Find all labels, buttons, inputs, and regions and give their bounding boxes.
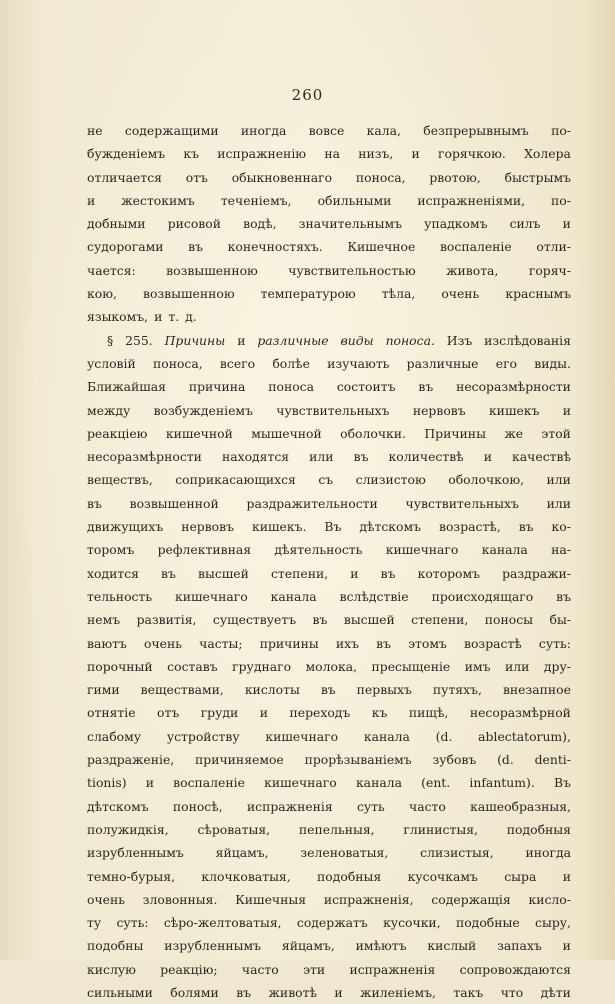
word: въ (418, 379, 434, 395)
page-number: 260 (291, 86, 324, 104)
word: что (500, 984, 524, 1000)
word: въ (87, 495, 102, 511)
word: сопровождаются (459, 961, 571, 977)
word: пепельныя, (298, 821, 375, 837)
word: бы- (549, 612, 571, 628)
word: эти (303, 961, 326, 977)
word: между (87, 402, 131, 418)
word: Въ (553, 775, 571, 791)
word: животѣ (268, 984, 317, 1000)
word: къ (183, 146, 200, 162)
word: изслѣдованія (484, 332, 571, 348)
word: горяч- (528, 262, 571, 278)
body-text (87, 119, 571, 1004)
word: запахъ (497, 938, 542, 954)
text-line (87, 399, 571, 422)
word: краснымъ (505, 286, 571, 302)
word: сѣроватыя, (197, 821, 271, 837)
word: испражненія (246, 798, 333, 814)
word: канала (363, 728, 410, 744)
word: рвотою, (429, 169, 481, 185)
word: подобныя (506, 821, 571, 837)
text-line (87, 235, 571, 258)
word: кишекъ. (252, 519, 307, 535)
word: infantum). (469, 775, 535, 791)
word: сыру, (535, 915, 571, 931)
word: находятся (221, 449, 290, 465)
text-line (87, 212, 571, 235)
word: сыра (504, 868, 537, 884)
word: Причины (164, 332, 226, 348)
word: качествѣ (512, 449, 571, 465)
word: въ (353, 449, 369, 465)
word: поноса, (355, 169, 406, 185)
word: степени, (270, 565, 329, 581)
word: отнятіе (87, 705, 136, 721)
word: соприкасающихся (175, 472, 296, 488)
text-line (87, 329, 571, 352)
word: и (411, 146, 420, 162)
text-line (87, 748, 571, 771)
word: сѣро-желтоватыя, (163, 915, 282, 931)
word: состоитъ (336, 379, 396, 395)
word: обыкновеннаго (231, 169, 333, 185)
word: въ (376, 635, 391, 651)
word: сильными (87, 984, 153, 1000)
word: гими (87, 682, 120, 698)
word: по- (551, 123, 571, 138)
word: Причины (424, 425, 486, 441)
word: и (259, 705, 269, 721)
word: температурою (260, 286, 356, 302)
word: иногда (525, 845, 571, 861)
word: кусочки, (383, 915, 441, 931)
text-line (87, 981, 571, 1004)
word: поноса. (385, 332, 435, 348)
word: дру- (543, 658, 571, 674)
word: возвышенной (129, 495, 219, 511)
word: Ближайшая (87, 379, 167, 395)
word: въ (312, 612, 328, 628)
word: очень (87, 891, 125, 907)
word: подобны (87, 938, 144, 954)
word: нервовъ (181, 519, 235, 535)
word: ихъ (335, 635, 359, 651)
word: чувствительностью (288, 262, 416, 278)
word: зеленоватыя, (300, 845, 389, 861)
word: темно-бурыя, (87, 868, 176, 884)
word: и (145, 775, 154, 791)
word: пресыщеніе (371, 658, 451, 674)
word: груднаго (232, 658, 292, 674)
word: виды (340, 332, 374, 348)
text-line (87, 282, 571, 305)
word: дѣятельность (274, 542, 363, 558)
word: § (107, 332, 114, 348)
text-line (87, 632, 571, 655)
word: слизистыя, (420, 845, 494, 861)
word: т. (168, 309, 180, 325)
word: ходится (87, 565, 139, 581)
word: и (562, 938, 571, 954)
word: раздражительности (246, 495, 378, 511)
word: содержащія (431, 891, 511, 907)
word: движущихъ (87, 519, 164, 535)
word: по- (551, 192, 571, 208)
word: молока, (305, 658, 358, 674)
word: отличается (87, 169, 162, 185)
word: испражненія, (323, 891, 414, 907)
word: Кишечныя (235, 891, 307, 907)
word: и (483, 449, 492, 465)
text-line (87, 701, 571, 724)
word: въ (380, 565, 396, 581)
word: Въ (324, 519, 342, 535)
word: имѣютъ (355, 938, 407, 954)
word: tionis) (87, 775, 127, 791)
word: слабому (87, 728, 142, 744)
word: и (562, 402, 571, 418)
word: веществами, (140, 682, 224, 698)
word: низъ, (358, 146, 394, 162)
word: изрубленнымъ (87, 845, 184, 861)
word: первыхъ (356, 682, 412, 698)
text-line (87, 608, 571, 631)
word: содержатъ (296, 915, 368, 931)
word: испражненіями, (417, 192, 526, 208)
word: жиленіемъ, (360, 984, 436, 1000)
word: различные (406, 355, 479, 371)
word: рефлективная (157, 542, 252, 558)
text-line (87, 515, 571, 538)
word: ко- (551, 519, 571, 535)
word: высшей (198, 565, 249, 581)
word: (d. (435, 728, 453, 744)
text-line (87, 305, 571, 328)
word: и (334, 984, 343, 1000)
text-line (87, 911, 571, 934)
word: его (495, 355, 518, 371)
text-line (87, 655, 571, 678)
word: развитія, (136, 612, 197, 628)
word: безпрерывнымъ (423, 123, 529, 138)
word: кишечнаго (265, 728, 339, 744)
word: въ (188, 239, 203, 255)
word: кишечной (165, 425, 233, 441)
word: на (324, 146, 340, 162)
word: кашеобразныя, (470, 798, 571, 814)
word: жестокимъ (121, 192, 195, 208)
word: кишечнаго (175, 588, 248, 604)
word: клочковатыя, (201, 868, 291, 884)
word: имъ (464, 658, 491, 674)
text-line (87, 958, 571, 981)
text-line (87, 492, 571, 515)
word: реакцію; (160, 961, 218, 977)
word: съ (318, 472, 334, 488)
word: груди (200, 705, 239, 721)
word: зубовъ (432, 752, 477, 768)
word: и (350, 565, 359, 581)
word: такъ (453, 984, 484, 1000)
word: яйцамъ, (215, 845, 269, 861)
word: на- (551, 542, 571, 558)
word: содержащими (124, 123, 219, 138)
word: силъ (509, 216, 541, 232)
word: чувствительныхъ (405, 495, 519, 511)
word: веществъ, (87, 472, 153, 488)
word: количествѣ (388, 449, 464, 465)
word: чается: (87, 262, 136, 278)
word: вслѣдствіе (339, 588, 409, 604)
word: испражненію (217, 146, 307, 162)
word: глинистыя, (403, 821, 478, 837)
word: возвышенною (142, 286, 235, 302)
word: болями (170, 984, 219, 1000)
word: кислую (87, 961, 136, 977)
word: раздражи- (502, 565, 571, 581)
word: въ (161, 565, 176, 581)
word: внезапное (502, 682, 571, 698)
text-line (87, 142, 571, 165)
word: порочный (87, 658, 153, 674)
word: канала (270, 588, 317, 604)
word: горячкою. (438, 146, 506, 162)
text-line (87, 468, 571, 491)
word: конечностяхъ. (227, 239, 323, 255)
word: происходящаго (431, 588, 534, 604)
text-line (87, 818, 571, 841)
word: чувствительныхъ (276, 402, 390, 418)
word: или (309, 449, 334, 465)
word: теченіемъ, (220, 192, 292, 208)
word: языкомъ, (87, 309, 149, 325)
word: испражненія (349, 961, 436, 977)
word: подобныя (317, 868, 382, 884)
word: добными (87, 216, 146, 232)
word: дѣтскомъ (87, 798, 149, 814)
word: водѣ, (243, 216, 277, 232)
text-line (87, 585, 571, 608)
word: немъ (87, 612, 121, 628)
word: возрастѣ, (439, 519, 501, 535)
word: или (546, 472, 571, 488)
word: торомъ (87, 542, 135, 558)
word: не (87, 123, 103, 138)
word: же (504, 425, 524, 441)
word: дѣти (540, 984, 571, 1000)
word: очень (441, 286, 480, 302)
word: причины (259, 635, 319, 651)
text-line (87, 166, 571, 189)
word: суть: (116, 915, 149, 931)
word: оболочкою, (448, 472, 525, 488)
word: кою, (87, 286, 117, 302)
word: степени, (411, 612, 469, 628)
word: кишечнаго (385, 542, 459, 558)
word: кисло- (528, 891, 571, 907)
word: высшей (343, 612, 395, 628)
word: кала, (366, 123, 402, 138)
text-line (87, 865, 571, 888)
word: существуетъ (212, 612, 297, 628)
word: значительнымъ (298, 216, 403, 232)
word: несоразмѣрности (87, 449, 202, 465)
word: возвышенною (166, 262, 258, 278)
word: въ (518, 519, 534, 535)
word: Кишечное (347, 239, 416, 255)
text-line (87, 795, 571, 818)
word: несоразмѣрности (456, 379, 571, 395)
word: (ent. (421, 775, 451, 791)
word: быстрымъ (504, 169, 571, 185)
text-line (87, 189, 571, 212)
word: нервовъ (412, 402, 466, 418)
word: и (237, 332, 246, 348)
text-line (87, 375, 571, 398)
word: Изъ (446, 332, 473, 348)
word: упадкомъ (424, 216, 488, 232)
word: (d. (497, 752, 514, 768)
text-line (87, 841, 571, 864)
word: болѣе (272, 355, 310, 371)
word: Холера (524, 146, 571, 162)
word: кислоты (244, 682, 300, 698)
text-line (87, 678, 571, 701)
word: составъ (167, 658, 218, 674)
word: живота, (446, 262, 499, 278)
text-line (87, 771, 571, 794)
word: ваютъ (87, 635, 127, 651)
text-line (87, 119, 571, 142)
word: д. (185, 309, 197, 325)
word: рисовой (167, 216, 221, 232)
word: канала (355, 775, 402, 791)
word: и (154, 309, 163, 325)
word: ту (87, 915, 102, 931)
word: къ (371, 705, 388, 721)
word: воспаленіе (439, 239, 512, 255)
word: отъ (185, 169, 208, 185)
word: вовсе (308, 123, 345, 138)
word: въ (320, 682, 336, 698)
word: которомъ (417, 565, 481, 581)
word: причина (188, 379, 246, 395)
word: пищѣ, (408, 705, 449, 721)
word: всего (219, 355, 256, 371)
word: часто (241, 961, 279, 977)
word: подобные (455, 915, 520, 931)
word: переходъ (289, 705, 351, 721)
word: 255. (125, 332, 153, 348)
word: мышечной (251, 425, 322, 441)
word: воспаленіе (173, 775, 245, 791)
word: возрастѣ (464, 635, 522, 651)
word: зловонныя. (142, 891, 218, 907)
text-line (87, 562, 571, 585)
word: оболочки. (340, 425, 406, 441)
word: очень (144, 635, 183, 651)
word: и (87, 192, 96, 208)
text-line (87, 934, 571, 957)
word: кусочкамъ (407, 868, 478, 884)
word: условій (87, 355, 136, 371)
word: судорогами (87, 239, 164, 255)
word: этой (541, 425, 571, 441)
word: часты; (199, 635, 243, 651)
word: кислый (427, 938, 477, 954)
text-line (87, 888, 571, 911)
word: или (505, 658, 530, 674)
word: часто (409, 798, 446, 814)
word: дѣтскомъ (359, 519, 422, 535)
word: полужидкія, (87, 821, 169, 837)
word: бужденіемъ (87, 146, 166, 162)
word: поноса (268, 379, 315, 395)
text-line (87, 422, 571, 445)
word: суть (356, 798, 385, 814)
word: denti- (534, 752, 571, 768)
word: устройству (166, 728, 240, 744)
word: слизистою (355, 472, 426, 488)
word: поноса, (152, 355, 203, 371)
word: кишечнаго (264, 775, 337, 791)
word: поносѣ, (172, 798, 223, 814)
word: суть: (538, 635, 571, 651)
word: раздраженіе, (87, 752, 175, 768)
word: различные (257, 332, 329, 348)
word: тельность (87, 588, 153, 604)
text-line (87, 259, 571, 282)
word: и (562, 216, 571, 232)
word: отъ (157, 705, 180, 721)
word: и (562, 868, 571, 884)
word: въ (236, 984, 252, 1000)
word: несоразмѣрной (469, 705, 571, 721)
word: поносы (484, 612, 534, 628)
word: обильными (317, 192, 392, 208)
word: отли- (536, 239, 571, 255)
text-line (87, 445, 571, 468)
word: канала (481, 542, 528, 558)
word: прорѣзываніемъ (304, 752, 412, 768)
text-line (87, 352, 571, 375)
word: виды. (534, 355, 571, 371)
word: возбужденіемъ (153, 402, 253, 418)
word: ablectatorum), (478, 728, 571, 744)
word: этомъ (408, 635, 447, 651)
word: изрубленнымъ (164, 938, 262, 954)
word: иногда (240, 123, 287, 138)
word: путяхъ, (432, 682, 482, 698)
word: яйцамъ, (281, 938, 335, 954)
text-line (87, 538, 571, 561)
word: кишекъ (488, 402, 540, 418)
word: причиняемое (195, 752, 284, 768)
word: тѣла, (381, 286, 416, 302)
word: въ (556, 588, 571, 604)
word: изучають (327, 355, 390, 371)
text-line (87, 725, 571, 748)
word: или (546, 495, 571, 511)
word: реакціею (87, 425, 148, 441)
